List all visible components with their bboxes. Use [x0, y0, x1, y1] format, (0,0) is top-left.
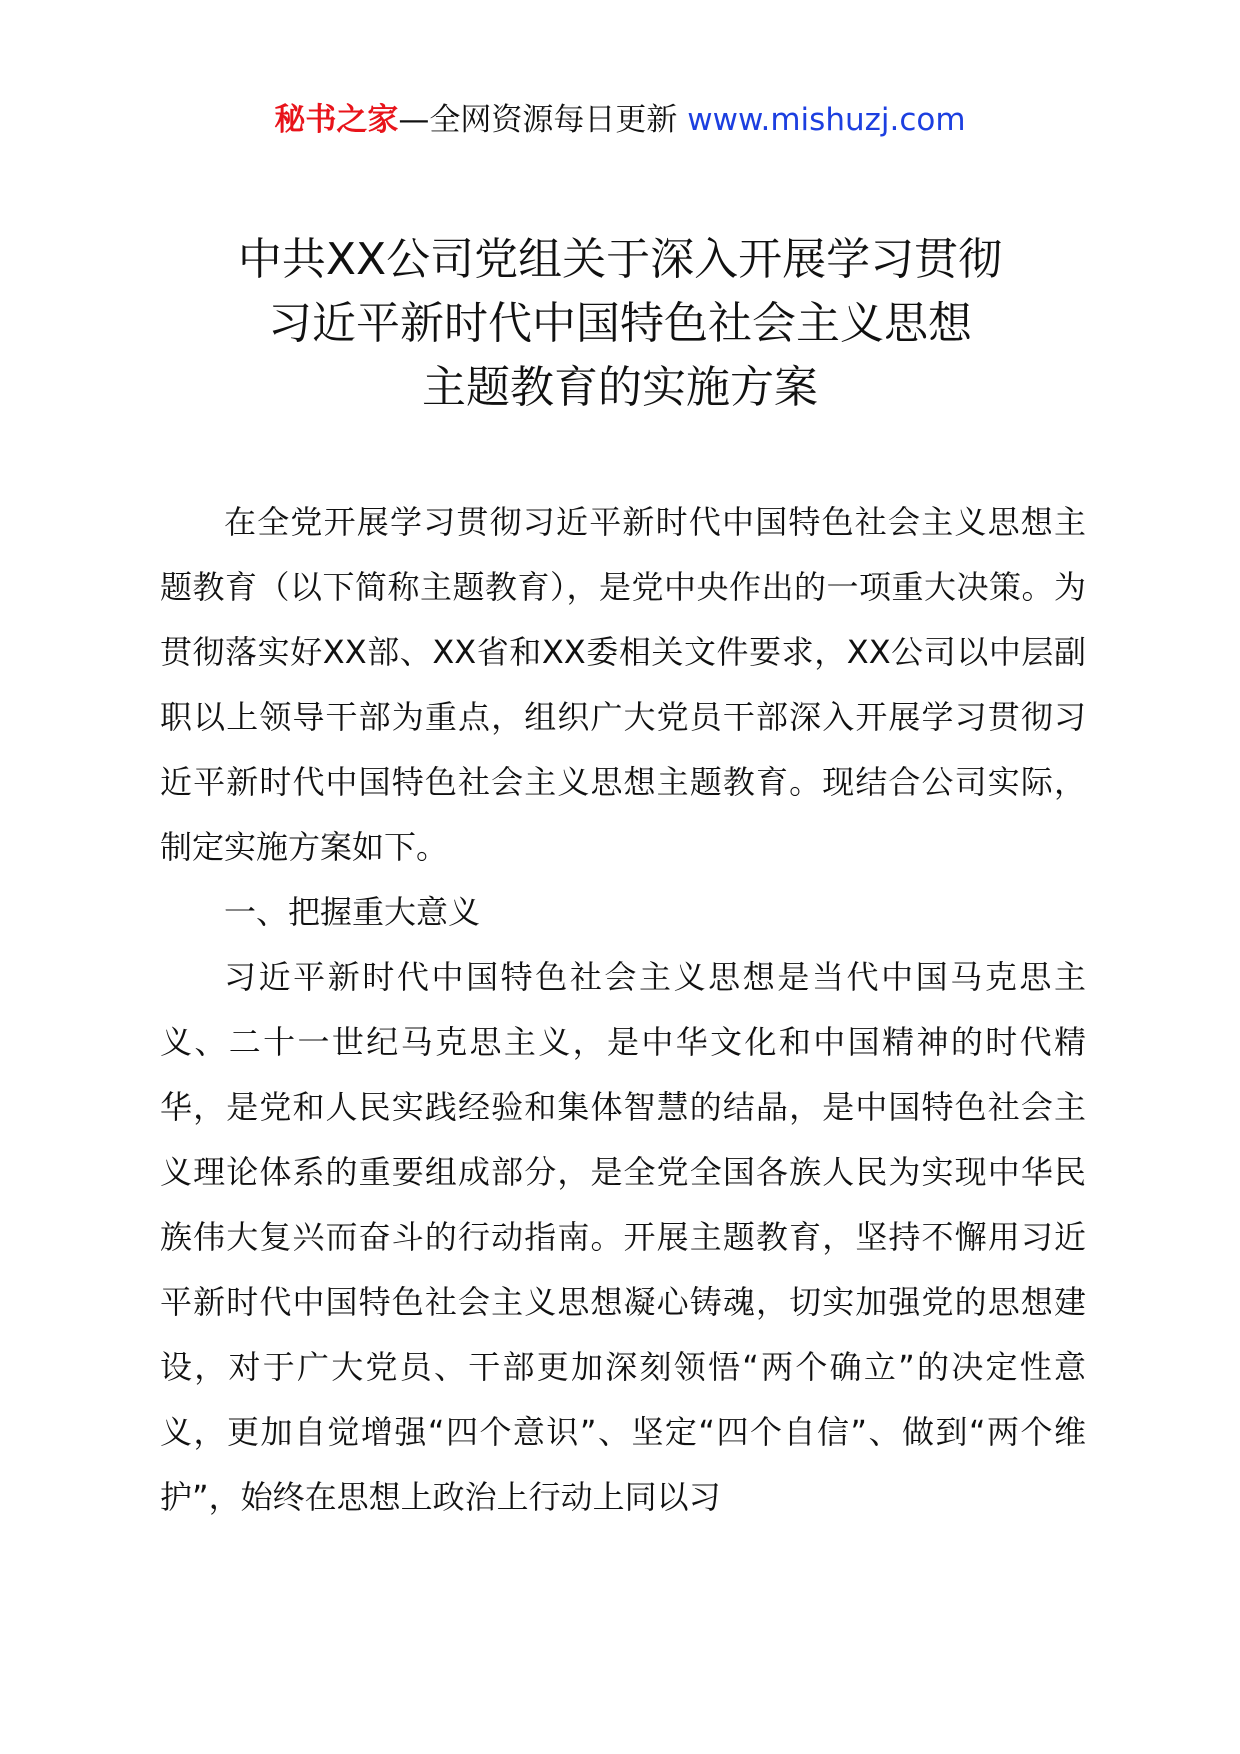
site-url-link[interactable]: www.mishuzj.com [687, 102, 966, 138]
title-line: 中共XX公司党组关于深入开展学习贯彻 [237, 234, 1003, 285]
section-paragraph: 习近平新时代中国特色社会主义思想是当代中国马克思主义、二十一世纪马克思主义，是中华文化和中国精神的时代精华，是党和人民实践经验和集体智慧的结晶，是中国特色社会主义理论体系的重要组成部分，是全党全国各族人民为实现中华民族伟大复兴而奋斗的行动指南。开展主题教育，坚持不懈用习近平新时代中国特色社会主义思想凝心铸魂，切实加强党的思想建设，对于广大党员、干部更加深刻领悟“两个确立”的决定性意义，更加自觉增强“四个意识”、坚定“四个自信”、做到“两个维护”，始终在思想上政治上行动上同以习 [160, 958, 1086, 1516]
site-header [0, 98, 1240, 142]
intro-paragraph: 在全党开展学习贯彻习近平新时代中国特色社会主义思想主题教育（以下简称主题教育），是党中央作出的一项重大决策。为贯彻落实好XX部、XX省和XX委相关文件要求，XX公司以中层副职以上领导干部为重点，组织广大党员干部深入开展学习贯彻习近平新时代中国特色社会主义思想主题教育。现结合公司实际，制定实施方案如下。 [160, 503, 1086, 866]
site-tagline: —全网资源每日更新 [398, 102, 688, 138]
title-line: 主题教育的实施方案 [422, 362, 818, 413]
document-body [160, 490, 1086, 1530]
section-heading: 一、把握重大意义 [224, 893, 481, 931]
document-title [150, 228, 1090, 420]
title-line: 习近平新时代中国特色社会主义思想 [268, 298, 972, 349]
site-brand: 秘书之家 [274, 102, 399, 138]
